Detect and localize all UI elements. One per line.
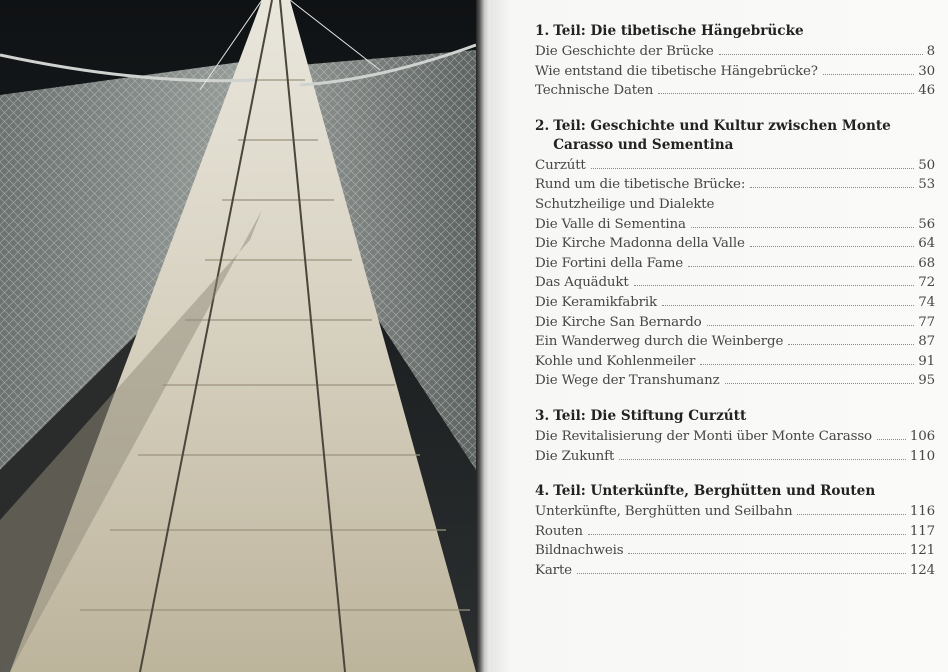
dot-leader [877, 439, 906, 440]
toc-section [535, 117, 935, 391]
section-number: 2. [535, 117, 550, 134]
entry-title: Wie entstand die tibetische Hängebrücke? [535, 63, 818, 79]
dot-leader [719, 54, 923, 55]
dot-leader [788, 344, 914, 345]
entry-title: Technische Daten [535, 83, 654, 99]
entry-title: Die Kirche Madonna della Valle [535, 236, 745, 252]
entry-title: Routen [535, 523, 583, 539]
toc-entry[interactable] [535, 293, 935, 313]
dot-leader [591, 168, 915, 169]
page-number: 30 [918, 63, 935, 79]
entry-title: Die Keramikfabrik [535, 294, 658, 310]
toc-entry[interactable] [535, 175, 935, 214]
dot-leader [750, 187, 914, 188]
toc-entry[interactable] [535, 447, 935, 467]
page-number: 87 [918, 334, 935, 350]
dot-leader [628, 553, 905, 554]
toc-entry[interactable] [535, 502, 935, 522]
entry-title: Die Fortini della Fame [535, 255, 684, 271]
section-title: Teil: Die Stiftung Curzútt [553, 407, 747, 424]
page-number: 74 [918, 294, 935, 310]
toc-entry[interactable] [535, 62, 935, 82]
dot-leader [707, 325, 915, 326]
page-number: 64 [918, 236, 935, 252]
toc-entry[interactable] [535, 371, 935, 391]
dot-leader [725, 383, 915, 384]
dot-leader [577, 573, 906, 574]
toc-entry[interactable] [535, 215, 935, 235]
entry-title: Die Geschichte der Brücke [535, 44, 714, 59]
toc-entry[interactable] [535, 427, 935, 447]
dot-leader [658, 93, 914, 94]
dot-leader [823, 74, 915, 75]
page-number: 68 [918, 255, 935, 271]
entry-title: Curzútt [535, 157, 586, 173]
toc-entry[interactable] [535, 352, 935, 372]
page-number: 117 [909, 523, 935, 539]
toc-entry[interactable] [535, 522, 935, 542]
page-number: 121 [909, 543, 935, 559]
page-number: 50 [918, 157, 935, 173]
entry-title: Die Kirche San Bernardo [535, 314, 702, 330]
dot-leader [619, 459, 906, 460]
section-heading [535, 117, 935, 155]
entry-title: Kohle und Kohlenmeiler [535, 353, 696, 369]
section-title: Teil: Geschichte und Kultur zwischen Monte Carasso und Sementina [553, 117, 891, 153]
section-number: 4. [535, 483, 550, 500]
toc-entry[interactable] [535, 332, 935, 352]
page-number: 95 [918, 373, 935, 389]
section-heading [535, 22, 935, 41]
section-heading [535, 482, 935, 501]
page-number: 72 [918, 275, 935, 291]
dot-leader [688, 266, 914, 267]
page-number: 56 [918, 216, 935, 232]
dot-leader [662, 305, 914, 306]
toc-section [535, 407, 935, 466]
dot-leader [750, 246, 915, 247]
toc-entry[interactable] [535, 541, 935, 561]
toc-entry[interactable] [535, 156, 935, 176]
section-title: Teil: Die tibetische Hängebrücke [553, 23, 804, 39]
dot-leader [691, 227, 914, 228]
page-number: 53 [918, 177, 935, 193]
page-number: 106 [909, 428, 935, 444]
page-number: 110 [909, 448, 935, 464]
toc-entry[interactable] [535, 254, 935, 274]
toc-entry[interactable] [535, 561, 935, 581]
table-of-contents [535, 22, 935, 596]
entry-title: Karte [535, 562, 572, 578]
page-number: 124 [909, 562, 935, 578]
dot-leader [797, 514, 905, 515]
entry-title: Das Aquädukt [535, 275, 629, 291]
page-number: 77 [918, 314, 935, 330]
section-title: Teil: Unterkünfte, Berghütten und Routen [553, 483, 876, 500]
page-number: 46 [918, 83, 935, 99]
entry-title: Die Zukunft [535, 448, 615, 464]
toc-entry[interactable] [535, 273, 935, 293]
section-number: 3. [535, 407, 550, 424]
dot-leader [588, 534, 906, 535]
page-number: 91 [918, 353, 935, 369]
page-number: 116 [909, 504, 935, 520]
section-number: 1. [535, 23, 550, 39]
toc-section [535, 22, 935, 101]
toc-entry[interactable] [535, 81, 935, 101]
page-number: 8 [926, 44, 935, 59]
entry-title: Unterkünfte, Berghütten und Seilbahn [535, 504, 793, 520]
section-heading [535, 407, 935, 426]
toc-entry[interactable] [535, 313, 935, 333]
entry-title: Die Revitalisierung der Monti über Monte Carasso [535, 428, 872, 444]
toc-section [535, 482, 935, 580]
entry-title: Bildnachweis [535, 543, 624, 559]
dot-leader [634, 285, 915, 286]
toc-entry[interactable] [535, 42, 935, 62]
book-gutter [476, 0, 490, 672]
dot-leader [700, 364, 914, 365]
entry-title: Die Valle di Sementina [535, 216, 686, 232]
entry-title: Ein Wanderweg durch die Weinberge [535, 334, 784, 350]
entry-title: Rund um die tibetische Brücke: Schutzheilige und Dialekte [535, 177, 746, 212]
entry-title: Die Wege der Transhumanz [535, 373, 720, 389]
toc-entry[interactable] [535, 234, 935, 254]
